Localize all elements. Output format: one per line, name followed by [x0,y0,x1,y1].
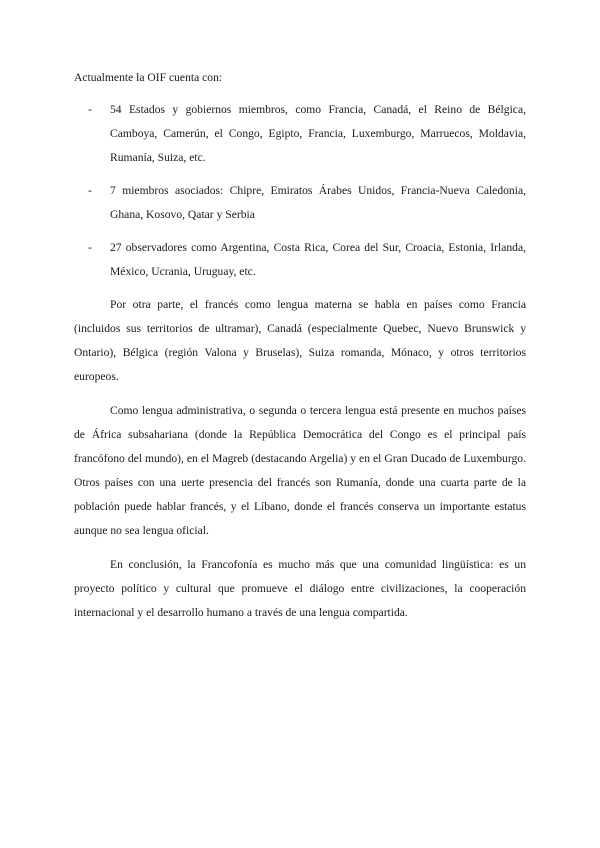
bullet-dash: - [88,184,92,197]
paragraph-conclusion: En conclusión, la Francofonía es mucho más que una comunidad lingüística: es un proyecto político y cultural que promueve el diálogo entre civilizaciones, la cooperación internacional y el desarrollo humano a través de una lengua compartida. [74,558,526,619]
list-item-text: 7 miembros asociados: Chipre, Emiratos Árabes Unidos, Francia-Nueva Caledonia, Ghana, Kosovo, Qatar y Serbia [110,184,526,221]
intro-line: Actualmente la OIF cuenta con: [74,71,223,84]
oif-members-list [74,98,526,284]
paragraph-administrative-language: Como lengua administrativa, o segunda o tercera lengua está presente en muchos países de África subsahariana (donde la República Democrática del Congo es el principal país francófono del mundo), en el Magreb (destacando Argelia) y en el Gran Ducado de Luxemburgo. Otros países con una uerte presencia del francés son Rumanía, donde una cuarta parte de la población puede hablar francés, y el Líbano, donde el francés conserva un importante estatus aunque no sea lengua oficial. [74,404,526,537]
list-item-text: 54 Estados y gobiernos miembros, como Francia, Canadá, el Reino de Bélgica, Camboya, Camerún, el Congo, Egipto, Francia, Luxemburgo, Marruecos, Moldavia, Rumanía, Suiza, etc. [110,103,526,164]
list-item [74,179,526,227]
bullet-dash: - [88,241,92,254]
bullet-dash: - [88,103,92,116]
list-item-text: 27 observadores como Argentina, Costa Rica, Corea del Sur, Croacia, Estonia, Irlanda, México, Ucrania, Uruguay, etc. [110,241,526,278]
paragraph-native-speakers: Por otra parte, el francés como lengua materna se habla en países como Francia (incluidos sus territorios de ultramar), Canadá (especialmente Quebec, Nuevo Brunswick y Ontario), Bélgica (región Valona y Bruselas), Suiza romanda, Mónaco, y otros territorios europeos. [74,298,526,383]
list-item [74,236,526,284]
list-item [74,98,526,170]
document-page [74,66,526,635]
